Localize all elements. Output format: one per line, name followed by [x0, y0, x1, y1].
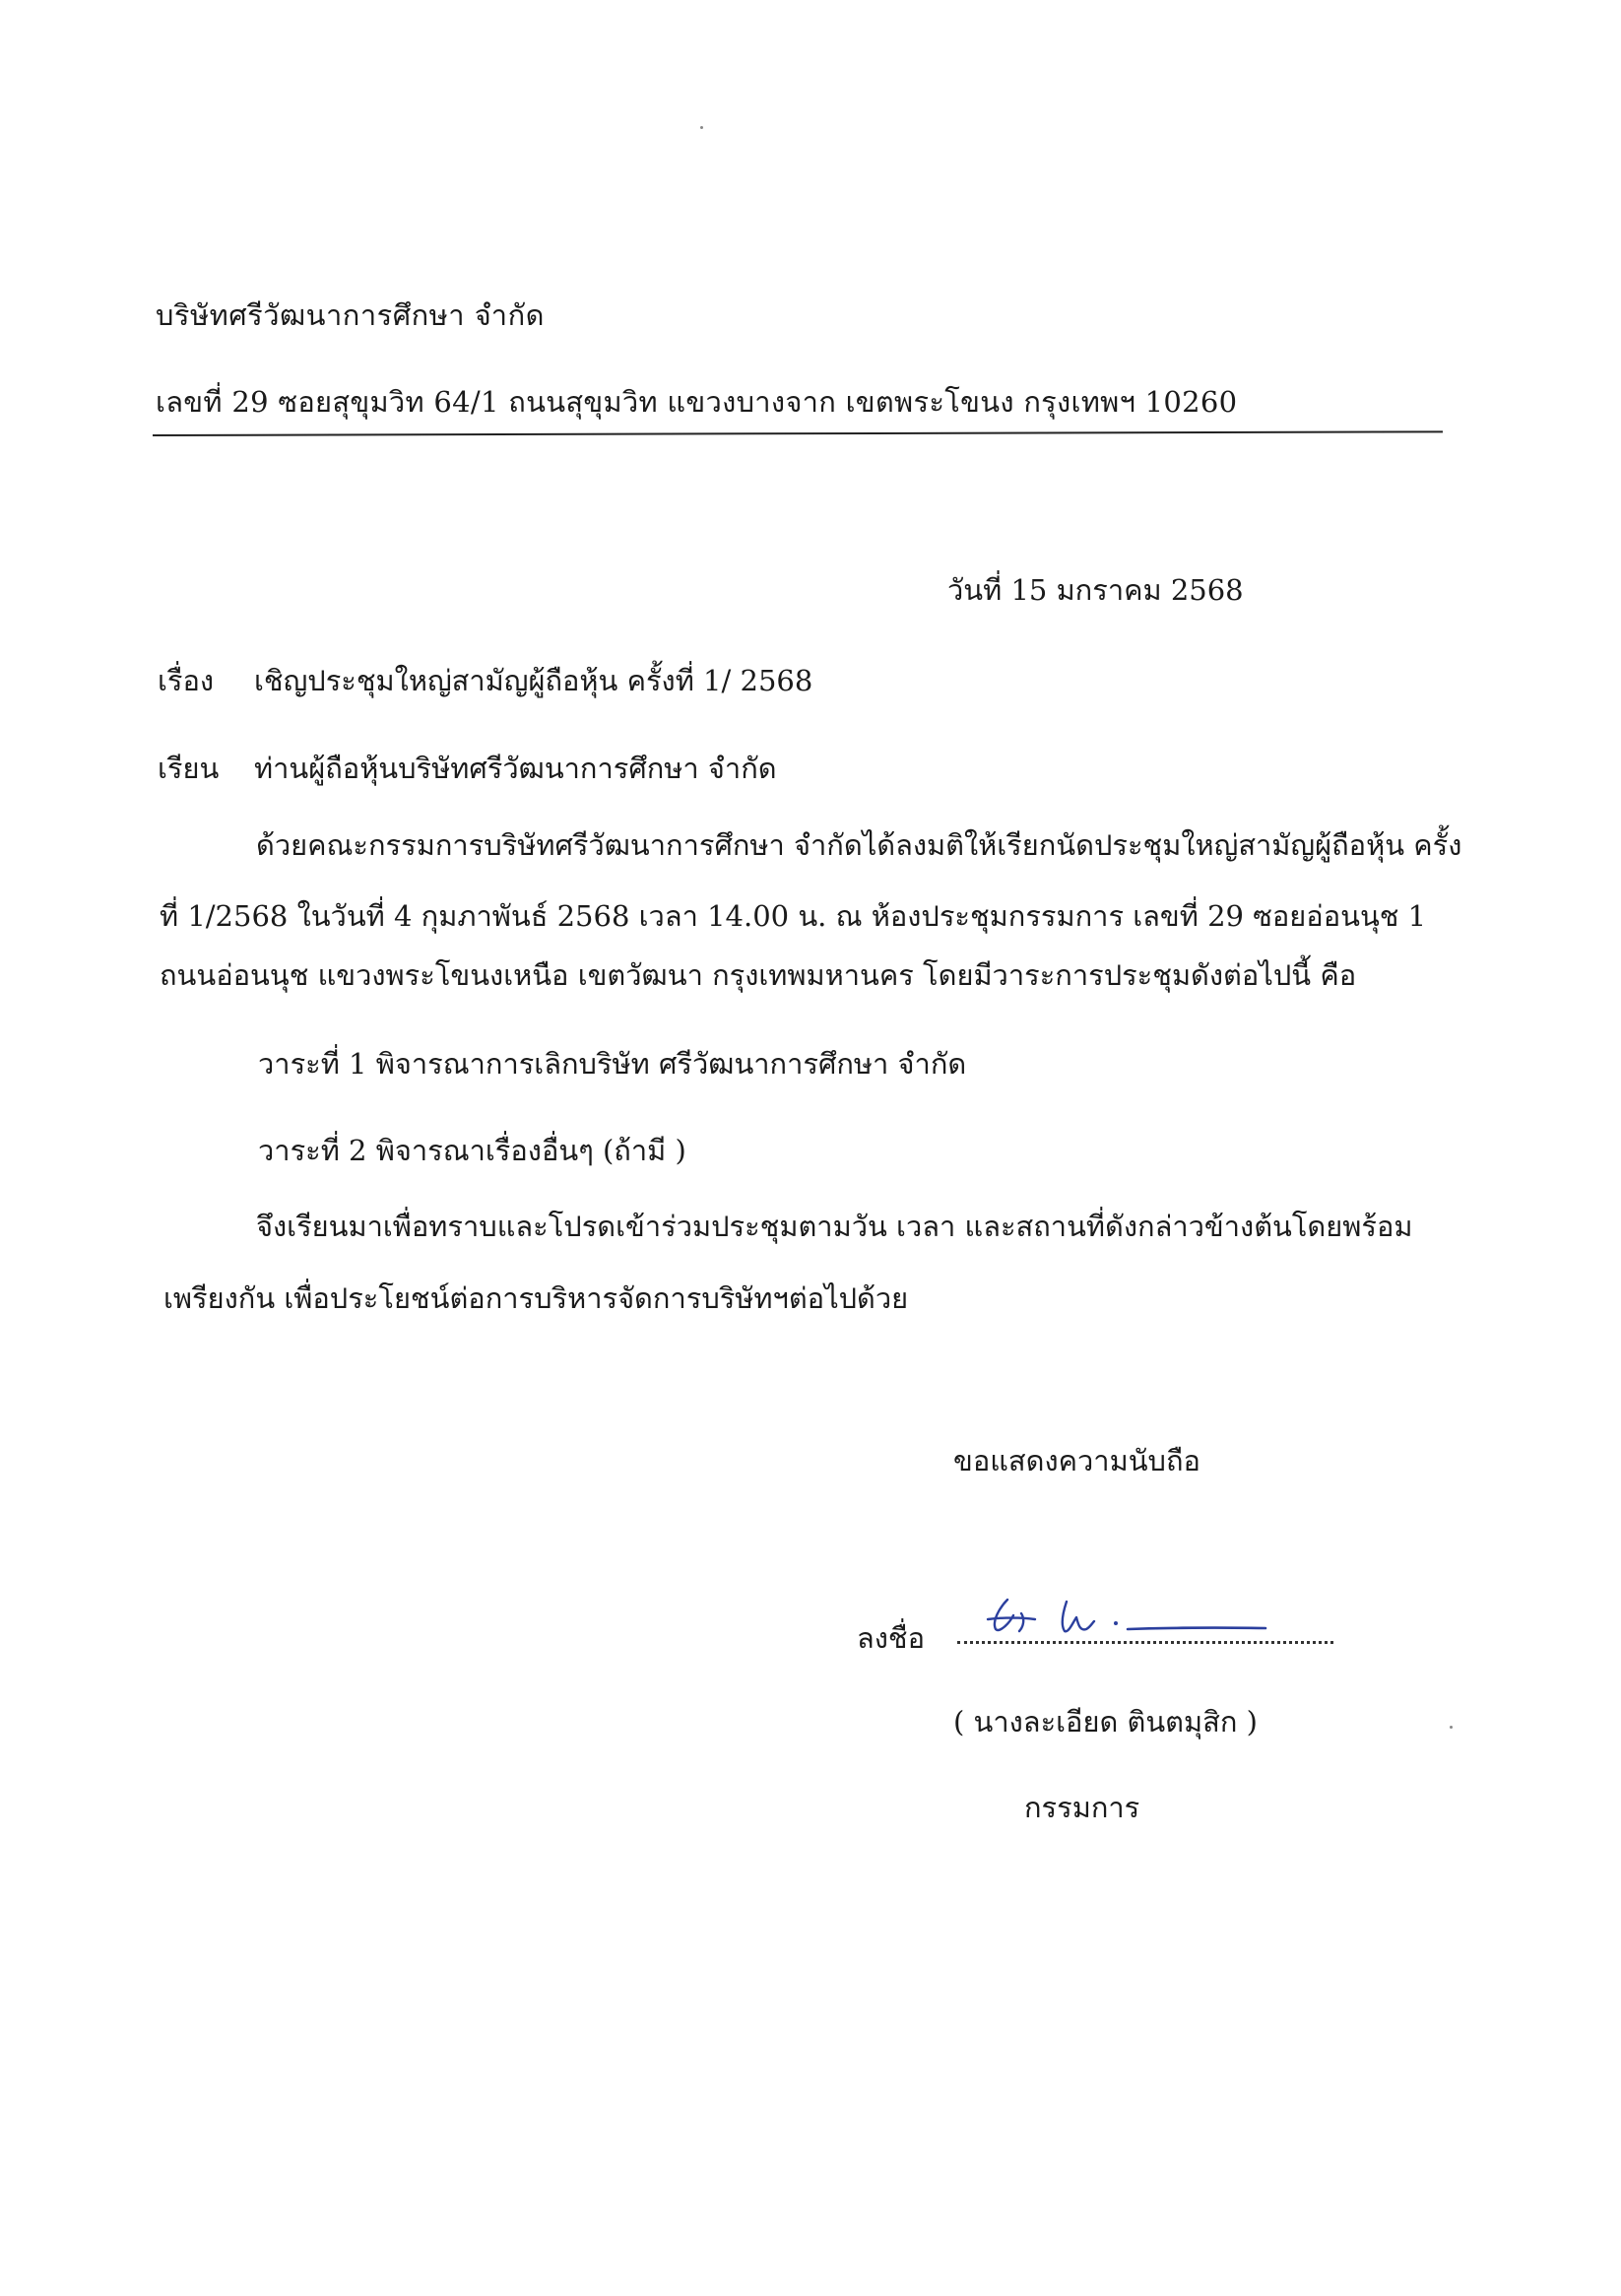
body-paragraph-line: ที่ 1/2568 ในวันที่ 4 กุมภาพันธ์ 2568 เวลา 14.00 น. ณ ห้องประชุมกรรมการ เลขที่ 29 ซอยอ่อนนุช 1 — [160, 899, 1427, 933]
handwritten-signature — [970, 1594, 1275, 1643]
complimentary-close: ขอแสดงความนับถือ — [953, 1444, 1200, 1477]
body-paragraph-line: ถนนอ่อนนุช แขวงพระโขนงเหนือ เขตวัฒนา กรุงเทพมหานคร โดยมีวาระการประชุมดังต่อไปนี้ คือ — [160, 958, 1357, 992]
signer-name: ( นางละเอียด ตินตมุสิก ) — [953, 1705, 1258, 1738]
scan-speck — [700, 126, 703, 129]
subject-label: เรื่อง — [158, 664, 215, 697]
addressee-label: เรียน — [158, 752, 220, 785]
scan-speck — [1450, 1726, 1453, 1729]
company-name: บริษัทศรีวัฒนาการศึกษา จำกัด — [156, 298, 545, 332]
closing-paragraph-line: จึงเรียนมาเพื่อทราบและโปรดเข้าร่วมประชุมตามวัน เวลา และสถานที่ดังกล่าวข้างต้นโดยพร้อม — [256, 1210, 1413, 1243]
agenda-item-2: วาระที่ 2 พิจารณาเรื่องอื่นๆ (ถ้ามี ) — [258, 1134, 686, 1167]
closing-paragraph-line: เพรียงกัน เพื่อประโยชน์ต่อการบริหารจัดการบริษัทฯต่อไปด้วย — [163, 1281, 909, 1315]
letterhead-divider — [153, 430, 1443, 436]
body-paragraph-line: ด้วยคณะกรรมการบริษัทศรีวัฒนาการศึกษา จำกัดได้ลงมติให้เรียกนัดประชุมใหญ่สามัญผู้ถือหุ้น ครั้ง — [256, 828, 1462, 862]
company-address: เลขที่ 29 ซอยสุขุมวิท 64/1 ถนนสุขุมวิท แขวงบางจาก เขตพระโขนง กรุงเทพฯ 10260 — [156, 385, 1238, 419]
agenda-item-1: วาระที่ 1 พิจารณาการเลิกบริษัท ศรีวัฒนาการศึกษา จำกัด — [258, 1047, 967, 1081]
addressee-text: ท่านผู้ถือหุ้นบริษัทศรีวัฒนาการศึกษา จำกัด — [254, 752, 777, 785]
subject-text: เชิญประชุมใหญ่สามัญผู้ถือหุ้น ครั้งที่ 1/ 2568 — [254, 664, 813, 697]
signature-label: ลงชื่อ — [857, 1621, 926, 1655]
letter-date: วันที่ 15 มกราคม 2568 — [947, 573, 1244, 607]
signer-title: กรรมการ — [1024, 1791, 1140, 1824]
